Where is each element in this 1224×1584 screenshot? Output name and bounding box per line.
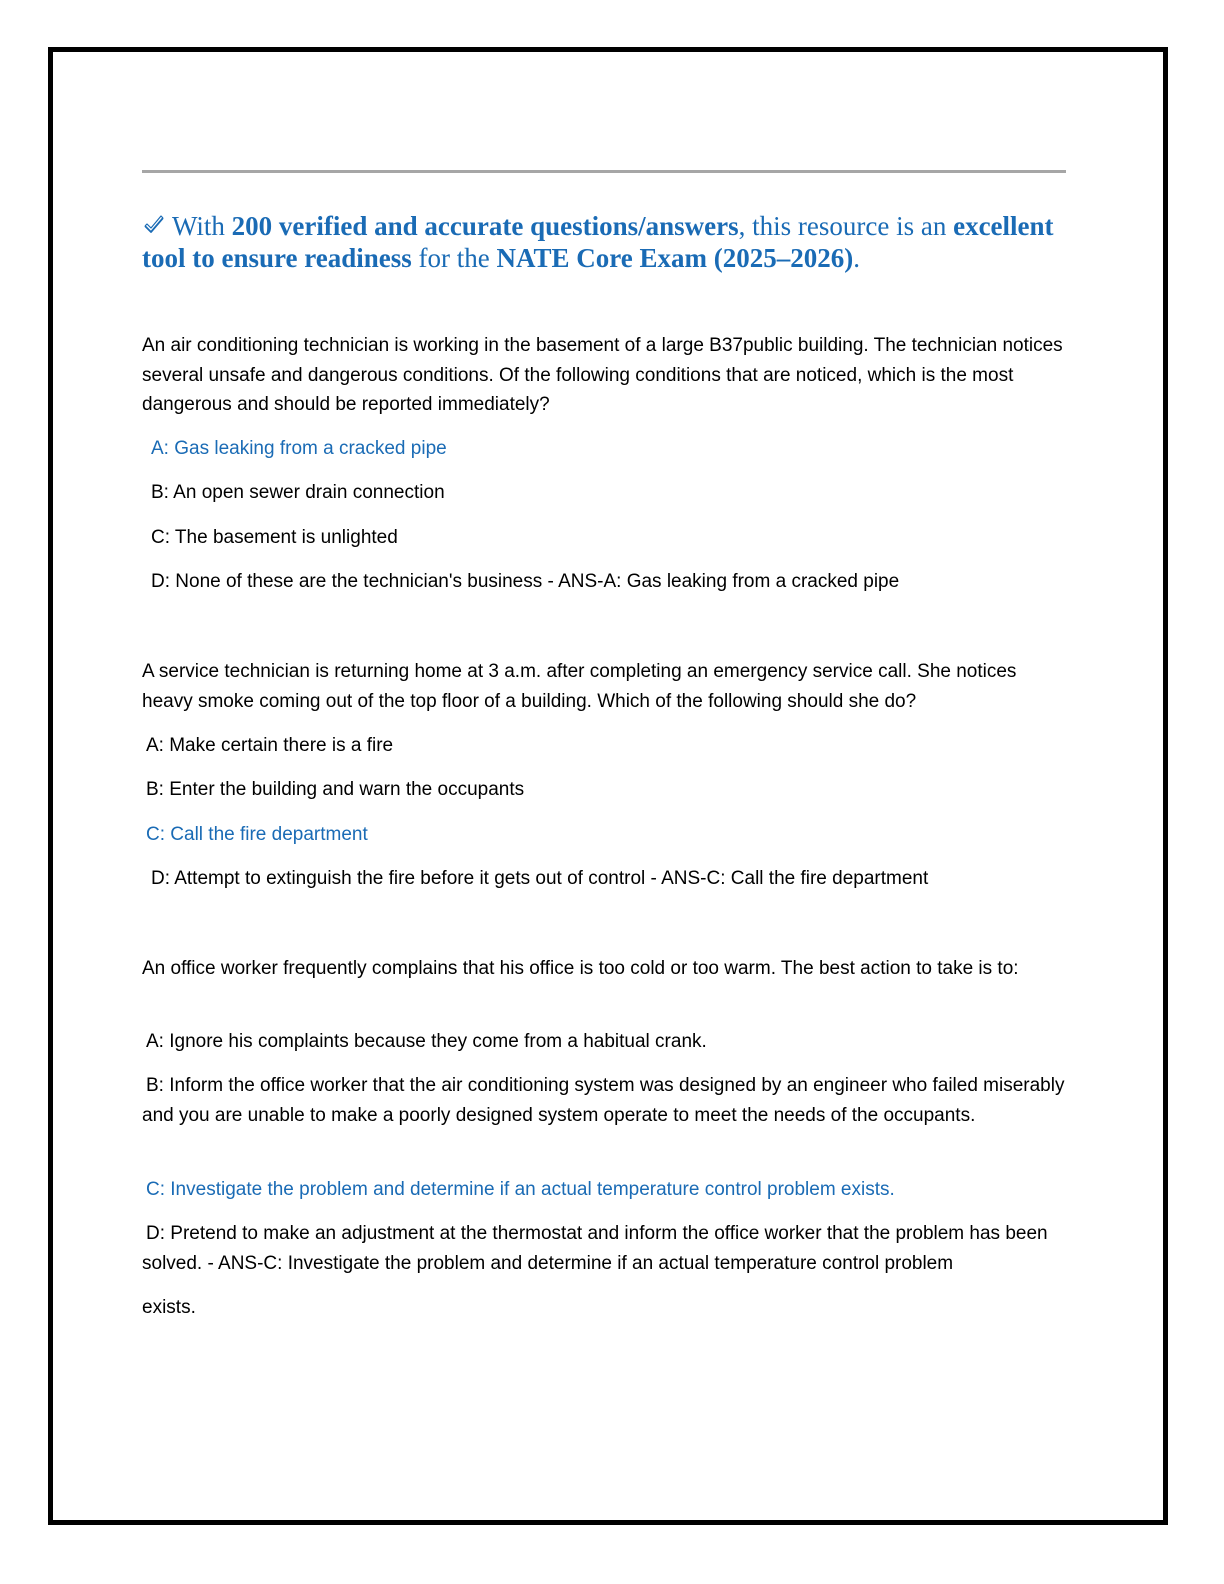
question-1-option-b: B: An open sewer drain connection [151,482,445,503]
intro-paragraph [142,210,1072,274]
question-2-text: A service technician is returning home at 3 a.m. after completing an emergency service call. She notices heavy smoke coming out of the top floor of a building. Which of the following should she do? [142,661,1017,712]
intro-bold-1: 200 verified and accurate questions/answers [231,211,739,241]
question-3-option-c: C: Investigate the problem and determine if an actual temperature control problem exists. [146,1179,895,1200]
question-2-option-d: D: Attempt to extinguish the fire before it gets out of control - ANS-C: Call the fire department [151,868,929,889]
question-2-option-c: C: Call the fire department [146,824,368,845]
question-1-option-a: A: Gas leaking from a cracked pipe [151,438,447,459]
question-1-option-d: D: None of these are the technician's business - ANS-A: Gas leaking from a cracked pipe [151,571,900,592]
intro-text-2: , this resource is an [738,211,954,241]
intro-text-1: With [172,211,232,241]
question-1-option-c: C: The basement is unlighted [151,527,398,548]
question-3-text: An office worker frequently complains that his office is too cold or too warm. The best action to take is to: [142,958,1019,979]
intro-bold-3: NATE Core Exam (2025–2026) [496,243,854,273]
intro-bold-2: excellent tool to ensure readiness [142,211,1054,273]
top-divider [142,170,1066,173]
question-3-option-b: B: Inform the office worker that the air conditioning system was designed by an engineer who failed miserably and you are unable to make a poorly designed system operate to meet the needs of the occupants. [142,1075,1070,1126]
intro-text-3: for the [411,243,497,273]
intro-text-4: . [853,243,860,273]
question-2-option-a: A: Make certain there is a fire [146,735,394,756]
question-3-option-a: A: Ignore his complaints because they come from a habitual crank. [146,1031,707,1052]
question-3-option-d-continued: exists. [142,1297,196,1318]
check-mark-icon [142,213,166,237]
question-2-option-b: B: Enter the building and warn the occupants [146,779,525,800]
question-1-text: An air conditioning technician is working in the basement of a large B37public building. The technician notices several unsafe and dangerous conditions. Of the following conditions that are noticed, which is the most dangerous and should be reported immediately? [142,335,1063,415]
question-3-option-d: D: Pretend to make an adjustment at the thermostat and inform the office worker that the problem has been solved. - ANS-C: Investigate the problem and determine if an actual temperature control problem [142,1223,1053,1274]
